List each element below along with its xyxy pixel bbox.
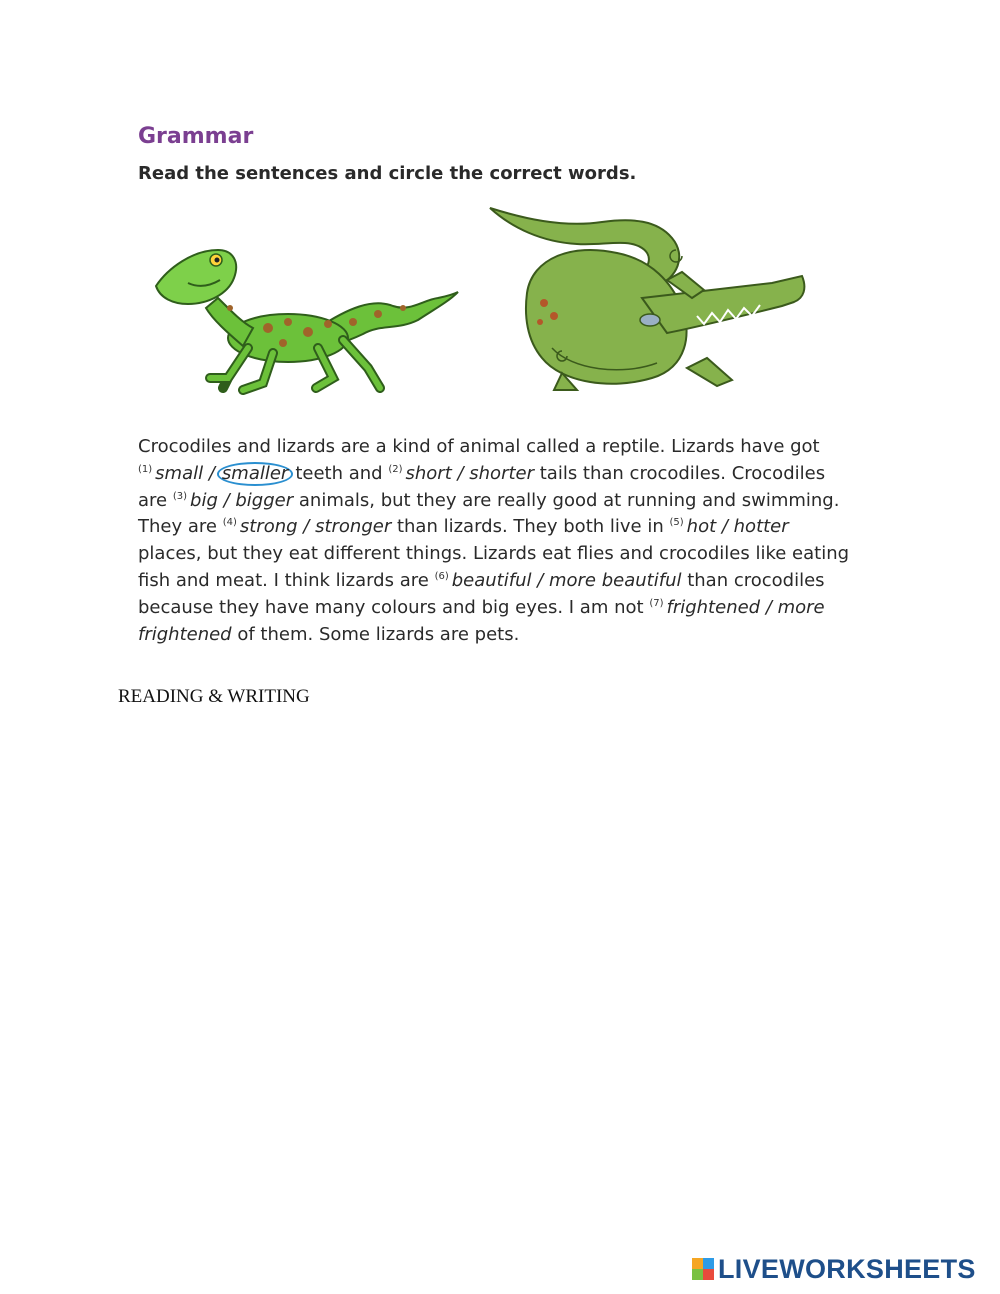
liveworksheets-logo-text: LIVEWORKSHEETS [718,1253,976,1284]
blank-number-2: (2) [388,463,403,475]
passage-text: Crocodiles and lizards are a kind of animal called a reptile. Lizards have got [138,436,820,457]
option-3[interactable]: big / bigger [190,489,294,511]
reading-writing-heading: READING & WRITING [118,686,310,707]
blank-number-6: (6) [434,570,449,582]
logo-tile [692,1258,703,1269]
passage-line-5 [138,541,898,568]
option-7a[interactable]: frightened / more [666,596,825,618]
passage-text: than crocodiles [687,569,825,591]
passage-text: of them. Some lizards are pets. [237,623,520,645]
passage-line-2 [138,461,898,488]
option-2[interactable]: short / shorter [405,462,534,484]
lizard-illustration [148,228,463,403]
option-4[interactable]: strong / stronger [239,516,392,538]
passage-text: than lizards. They both live in [396,516,664,538]
crocodile-illustration [482,198,812,398]
blank-number-5: (5) [669,517,684,529]
option-1a[interactable]: small / [155,462,215,484]
passage-line-8 [138,622,898,649]
logo-tile [703,1269,714,1280]
blank-number-3: (3) [172,490,188,502]
instruction: Read the sentences and circle the correct words. [138,163,637,184]
section-title: Grammar [138,124,254,149]
passage-text: animals, but they are really good at running and swimming. [298,489,840,511]
liveworksheets-logo-icon [692,1258,714,1280]
passage-line-7 [138,595,898,622]
passage-text: They are [138,516,217,538]
passage-line-6 [138,568,898,595]
passage-text: tails than crocodiles. Crocodiles [539,462,826,484]
logo-tile [692,1269,703,1280]
blank-number-1: (1) [138,463,153,475]
option-5[interactable]: hot / hotter [686,516,789,538]
passage-line-3 [138,488,898,515]
blank-number-7: (7) [649,597,664,609]
passage-line-4 [138,514,898,541]
blank-number-4: (4) [222,517,237,529]
passage-line-1 [138,434,898,461]
passage-text: teeth and [295,462,383,484]
logo-tile [703,1258,714,1269]
passage-text: because they have many colours and big eyes. I am not [138,596,644,618]
liveworksheets-logo [692,1254,976,1284]
passage-text: fish and meat. I think lizards are [138,569,429,591]
option-7b[interactable]: frightened [138,623,232,645]
option-1b-circled[interactable]: smaller [217,462,293,486]
reading-passage [138,434,898,648]
option-6[interactable]: beautiful / more beautiful [451,569,682,591]
passage-text: places, but they eat different things. Lizards eat flies and crocodiles like eating [138,543,850,565]
passage-text: are [138,489,168,511]
